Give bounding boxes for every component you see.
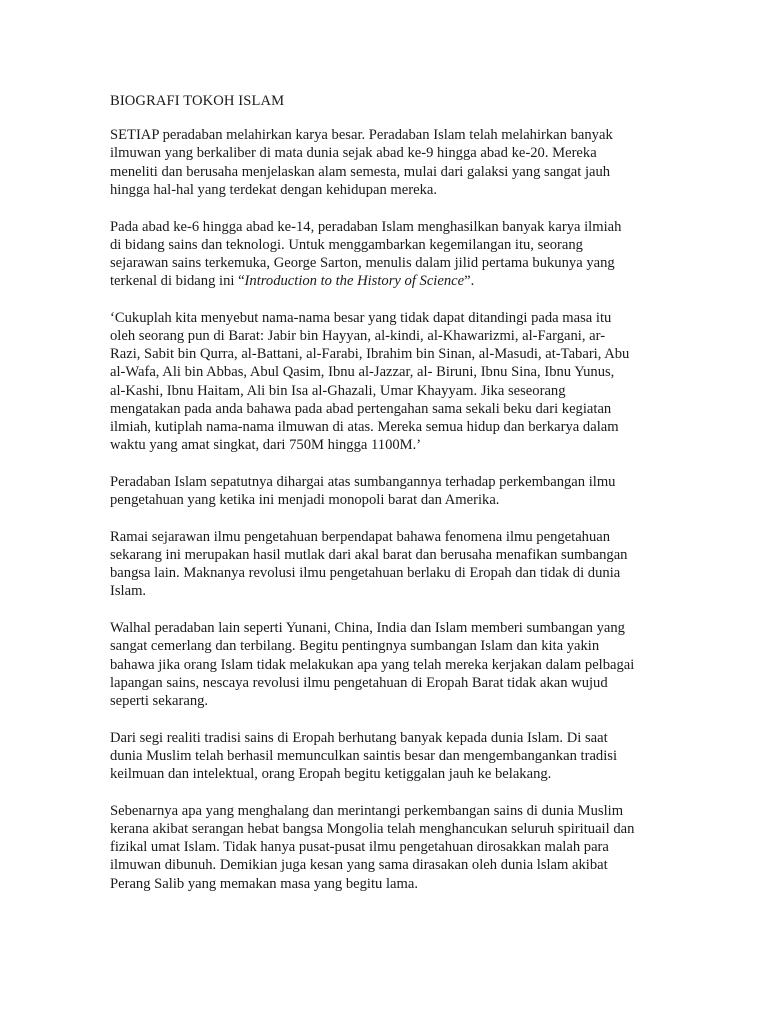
text-line: sangat cemerlang dan terbilang. Begitu pentingnya sumbangan Islam dan kita yakin <box>110 638 600 655</box>
text-line: sejarawan sains terkemuka, George Sarton, menulis dalam jilid pertama bukunya yang <box>110 254 615 271</box>
text-line: hingga hal-hal yang terdekat dengan kehidupan mereka. <box>110 181 438 198</box>
paragraph-2 <box>110 218 710 291</box>
paragraph-5 <box>110 528 710 601</box>
text-line: bahawa jika orang Islam tidak melakukan apa yang telah mereka kerjakan dalam pelbagai <box>110 656 635 673</box>
text-line: Perang Salib yang memakan masa yang begitu lama. <box>110 875 419 892</box>
text-line: Sebenarnya apa yang menghalang dan merintangi perkembangan sains di dunia Muslim <box>110 802 624 819</box>
text-line: ilmiah, kutiplah nama-nama ilmuwan di atas. Mereka semua hidup dan berkarya dalam <box>110 419 619 436</box>
text-line: ‘Cukuplah kita menyebut nama-nama besar yang tidak dapat ditandingi pada masa itu <box>110 309 612 326</box>
text-line: seperti sekarang. <box>110 692 209 709</box>
text-segment: ”. <box>464 273 475 290</box>
text-line: lapangan sains, nescaya revolusi ilmu pengetahuan di Eropah Barat tidak akan wujud <box>110 674 608 691</box>
text-line: sekarang ini merupakan hasil mutlak dari akal barat dan berusaha menafikan sumbangan <box>110 547 628 564</box>
text-line: keilmuan dan intelektual, orang Eropah begitu ketiggalan jauh ke belakang. <box>110 766 552 783</box>
text-line: Ramai sejarawan ilmu pengetahuan berpendapat bahawa fenomena ilmu pengetahuan <box>110 528 611 545</box>
paragraph-1 <box>110 126 710 199</box>
paragraph-4 <box>110 473 710 509</box>
text-line: Pada abad ke-6 hingga abad ke-14, peradaban Islam menghasilkan banyak karya ilmiah <box>110 218 622 235</box>
text-line: bangsa lain. Maknanya revolusi ilmu pengetahuan berlaku di Eropah dan tidak di dunia <box>110 565 621 582</box>
document-title: BIOGRAFI TOKOH ISLAM <box>110 93 285 109</box>
paragraph-7 <box>110 729 710 784</box>
text-line: kerana akibat serangan hebat bangsa Mongolia telah menghancukan seluruh spirituail dan <box>110 821 635 837</box>
paragraph-3-quote <box>110 309 710 455</box>
text-line: ilmuwan yang berkaliber di mata dunia sejak abad ke-9 hingga abad ke-20. Mereka <box>110 145 597 162</box>
text-line: meneliti dan berusaha menjelaskan alam semesta, mulai dari galaksi yang sangat jauh <box>110 163 611 180</box>
text-line: Dari segi realiti tradisi sains di Eropah berhutang banyak kepada dunia Islam. Di saat <box>110 729 608 746</box>
text-line: di bidang sains dan teknologi. Untuk menggambarkan kegemilangan itu, seorang <box>110 236 583 253</box>
text-line: al-Kashi, Ibnu Haitam, Ali bin Isa al-Ghazali, Umar Khayyam. Jika seseorang <box>110 382 566 399</box>
paragraph-8 <box>110 802 710 893</box>
text-line: fizikal umat Islam. Tidak hanya pusat-pusat ilmu pengetahuan dirosakkan malah para <box>110 839 609 856</box>
text-line: Walhal peradaban lain seperti Yunani, China, India dan Islam memberi sumbangan yang <box>110 620 625 637</box>
text-line: waktu yang amat singkat, dari 750M hingga 1100M.’ <box>110 437 422 454</box>
book-title: Introduction to the History of Science <box>244 273 465 290</box>
paragraph-6 <box>110 619 710 710</box>
text-line: Islam. <box>110 583 147 600</box>
text-line: oleh seorang pun di Barat: Jabir bin Hayyan, al-kindi, al-Khawarizmi, al-Fargani, ar- <box>110 328 606 345</box>
document-page <box>110 92 710 911</box>
text-line: Peradaban Islam sepatutnya dihargai atas sumbangannya terhadap perkembangan ilmu <box>110 473 616 490</box>
text-line: SETIAP peradaban melahirkan karya besar. Peradaban Islam telah melahirkan banyak <box>110 127 613 144</box>
text-line <box>110 272 710 290</box>
text-line: Razi, Sabit bin Qurra, al-Battani, al-Farabi, Ibrahim bin Sinan, al-Masudi, at-Tabari, Abu <box>110 346 630 363</box>
text-line: ilmuwan dibunuh. Demikian juga kesan yang sama dirasakan oleh dunia lslam akibat <box>110 857 608 874</box>
text-line: al-Wafa, Ali bin Abbas, Abul Qasim, Ibnu al-Jazzar, al- Biruni, Ibnu Sina, Ibnu Yunus, <box>110 364 615 381</box>
text-line: pengetahuan yang ketika ini menjadi monopoli barat dan Amerika. <box>110 492 500 509</box>
text-segment: terkenal di bidang ini “ <box>110 273 245 290</box>
text-line: mengatakan pada anda bahawa pada abad pertengahan sama sekali beku dari kegiatan <box>110 400 612 417</box>
text-line: dunia Muslim telah berhasil memunculkan saintis besar dan mengembangankan tradisi <box>110 747 618 764</box>
